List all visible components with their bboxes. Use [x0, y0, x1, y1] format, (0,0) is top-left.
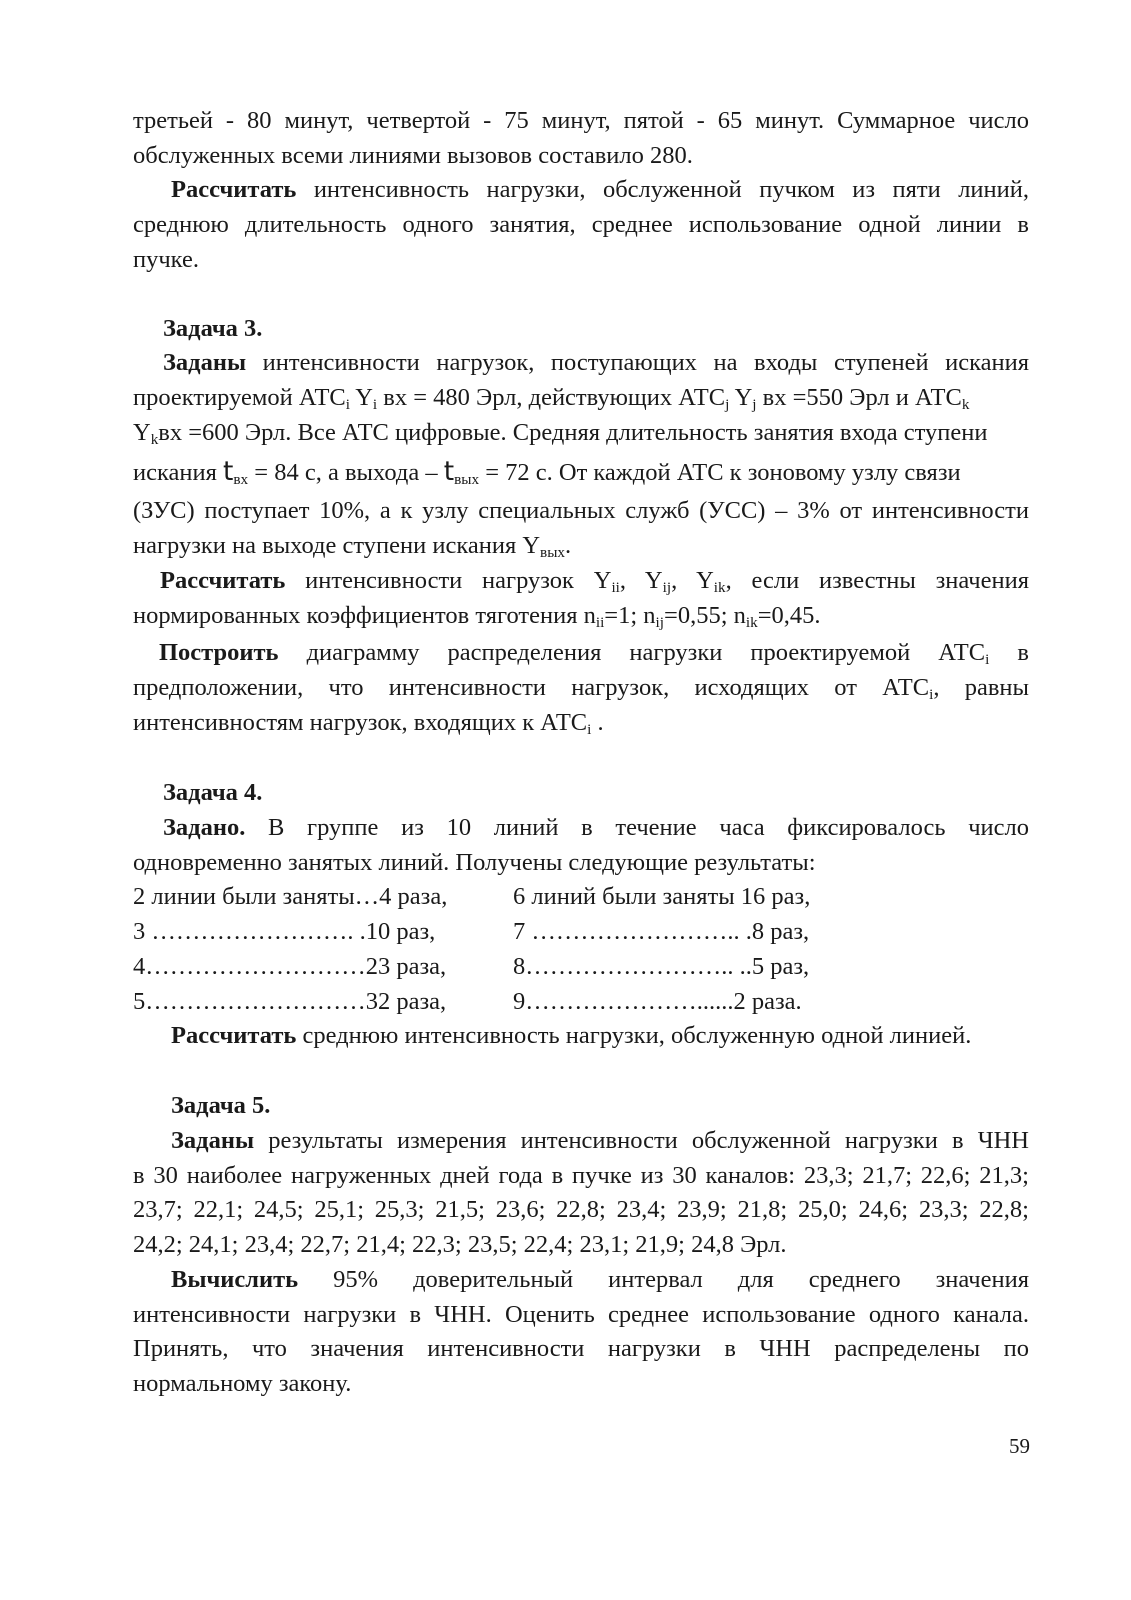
task3-build-line — [159, 636, 1029, 670]
bold-keyword: Заданы — [163, 349, 247, 376]
bold-keyword: Рассчитать — [171, 1022, 297, 1049]
task5-line-8: нормальному закону. — [133, 1370, 352, 1397]
task3-line-2 — [133, 381, 1029, 415]
subscript: i — [345, 395, 350, 413]
bold-keyword: Рассчитать — [160, 567, 286, 594]
bold-keyword: Рассчитать — [171, 176, 297, 203]
task4-line-1 — [163, 811, 1029, 845]
subscript: вых — [540, 543, 566, 561]
subscript: ij — [655, 613, 664, 631]
text-run: . — [591, 709, 604, 736]
subscript: ik — [745, 613, 758, 631]
text-run: вх =600 Эрл. Все АТС цифровые. Средняя длительность занятия входа ступени — [158, 419, 988, 446]
text-run: , равны — [933, 674, 1029, 701]
task5-line-2: в 30 наиболее нагруженных дней года в пучке из 30 каналов: 23,3; 21,7; 22,6; 21,3; — [133, 1162, 1029, 1189]
result-left: 2 линии были заняты…4 раза, — [133, 883, 448, 910]
task5-line-7: Принять, что значения интенсивности нагрузки в ЧНН распределены по — [133, 1335, 1029, 1362]
subscript: i — [587, 720, 592, 738]
text-run: , Y — [619, 567, 663, 594]
intro-line-4: среднюю длительность одного занятия, среднее использование одной линии в — [133, 211, 1029, 238]
text-run: Y — [133, 419, 151, 446]
task5-title: Задача 5. — [171, 1092, 271, 1119]
subscript: j — [752, 395, 757, 413]
task4-result-row — [133, 880, 1029, 914]
text-run: нормированных коэффициентов тяготения n — [133, 602, 596, 629]
text-run: интенсивности нагрузок Y — [285, 567, 612, 594]
bold-keyword: Построить — [159, 639, 279, 666]
subscript: вых — [454, 470, 480, 488]
text-run: 95% доверительный интервал для среднего значения — [298, 1266, 1029, 1293]
text-run: = 84 с, а выхода – — [248, 459, 444, 486]
result-left: 3 ……………………. .10 раз, — [133, 918, 436, 945]
task5-line-1 — [171, 1124, 1029, 1158]
text-run: =0,55; n — [664, 602, 746, 629]
result-left: 5………………………32 раза, — [133, 988, 447, 1015]
task5-line-4: 24,2; 24,1; 23,4; 22,7; 21,4; 22,3; 23,5; 22,4; 23,1; 21,9; 24,8 Эрл. — [133, 1231, 787, 1258]
intro-calc-line — [171, 173, 1029, 207]
result-right: 8…………………….. ..5 раз, — [513, 953, 810, 980]
bold-keyword: Задано. — [163, 814, 246, 841]
text-run: результаты измерения интенсивности обслуженной нагрузки в ЧНН — [254, 1127, 1029, 1154]
text-run: среднюю интенсивность нагрузки, обслуженную одной линией. — [296, 1022, 972, 1049]
subscript: ij — [662, 578, 672, 596]
task3-line-8 — [133, 599, 1029, 633]
text-run: интенсивностям нагрузок, входящих к АТС — [133, 709, 588, 736]
text-run: вх =550 Эрл и АТС — [756, 384, 962, 411]
task3-title: Задача 3. — [163, 315, 263, 342]
text-run: диаграмму распределения нагрузки проектируемой АТС — [278, 639, 986, 666]
subscript: k — [150, 430, 159, 448]
task4-title: Задача 4. — [163, 779, 263, 806]
task3-line-5: (ЗУС) поступает 10%, а к узлу специальных служб (УСС) – 3% от интенсивности — [133, 497, 1029, 524]
task3-line-4 — [133, 455, 1029, 489]
intro-line-2: обслуженных всеми линиями вызовов составило 280. — [133, 142, 693, 169]
text-run: в — [989, 639, 1029, 666]
subscript: k — [961, 395, 970, 413]
bold-keyword: Вычислить — [171, 1266, 299, 1293]
subscript: ii — [611, 578, 620, 596]
task3-line-3 — [133, 416, 1029, 450]
page-number: 59 — [1009, 1434, 1030, 1458]
task5-line-3: 23,7; 22,1; 24,5; 25,1; 25,3; 21,5; 23,6; 22,8; 23,4; 23,9; 21,8; 25,0; 24,6; 23,3; 22,8; — [133, 1196, 1029, 1223]
subscript: ii — [595, 613, 605, 631]
task3-line-11 — [133, 706, 1029, 740]
subscript: j — [725, 395, 730, 413]
result-left: 4………………………23 раза, — [133, 953, 447, 980]
subscript: i — [929, 685, 934, 703]
task4-result-row — [133, 985, 1029, 1019]
text-run: , Y — [671, 567, 714, 594]
task4-result-row — [133, 950, 1029, 984]
text-run: =0,45. — [757, 602, 821, 629]
text-run: интенсивности нагрузок, поступающих на входы ступеней искания — [246, 349, 1029, 376]
task5-calc-line — [171, 1263, 1029, 1297]
text-run: =1; n — [604, 602, 656, 629]
math-symbol: t — [223, 456, 234, 487]
task4-calc-line — [171, 1019, 1029, 1053]
result-right: 6 линий были заняты 16 раз, — [513, 883, 811, 910]
task3-line-1 — [163, 346, 1029, 380]
result-right: 7 …………………….. .8 раз, — [513, 918, 810, 945]
text-run: = 72 с. От каждой АТС к зоновому узлу связи — [479, 459, 961, 486]
text-run: искания — [133, 459, 224, 486]
text-run: . — [565, 532, 572, 559]
intro-line-1: третьей - 80 минут, четвертой - 75 минут, пятой - 65 минут. Суммарное число — [133, 107, 1029, 134]
task5-line-6: интенсивности нагрузки в ЧНН. Оценить среднее использование одного канала. — [133, 1301, 1029, 1328]
text-run: предположении, что интенсивности нагрузок, исходящих от АТС — [133, 674, 930, 701]
task3-line-6 — [133, 529, 1029, 563]
task3-line-10 — [133, 671, 1029, 705]
text-run: Y — [729, 384, 753, 411]
text-run: интенсивность нагрузки, обслуженной пучком из пяти линий, — [296, 176, 1029, 203]
task4-result-row — [133, 915, 1029, 949]
subscript: вх — [233, 470, 249, 488]
intro-line-5: пучке. — [133, 246, 199, 273]
subscript: i — [985, 650, 990, 668]
math-symbol: t — [443, 456, 455, 487]
task3-calc-line — [160, 564, 1029, 598]
subscript: i — [372, 395, 378, 413]
text-run: проектируемой АТС — [133, 384, 346, 411]
text-run: вх = 480 Эрл, действующих АТС — [377, 384, 726, 411]
task4-line-2: одновременно занятых линий. Получены следующие результаты: — [133, 849, 816, 876]
result-right: 9…………………......2 раза. — [513, 988, 802, 1015]
subscript: ik — [713, 578, 726, 596]
text-run: , если известны значения — [725, 567, 1029, 594]
text-run: нагрузки на выходе ступени искания Y — [133, 532, 541, 559]
text-run: Y — [349, 384, 373, 411]
bold-keyword: Заданы — [171, 1127, 255, 1154]
text-run: В группе из 10 линий в течение часа фиксировалось число — [245, 814, 1029, 841]
